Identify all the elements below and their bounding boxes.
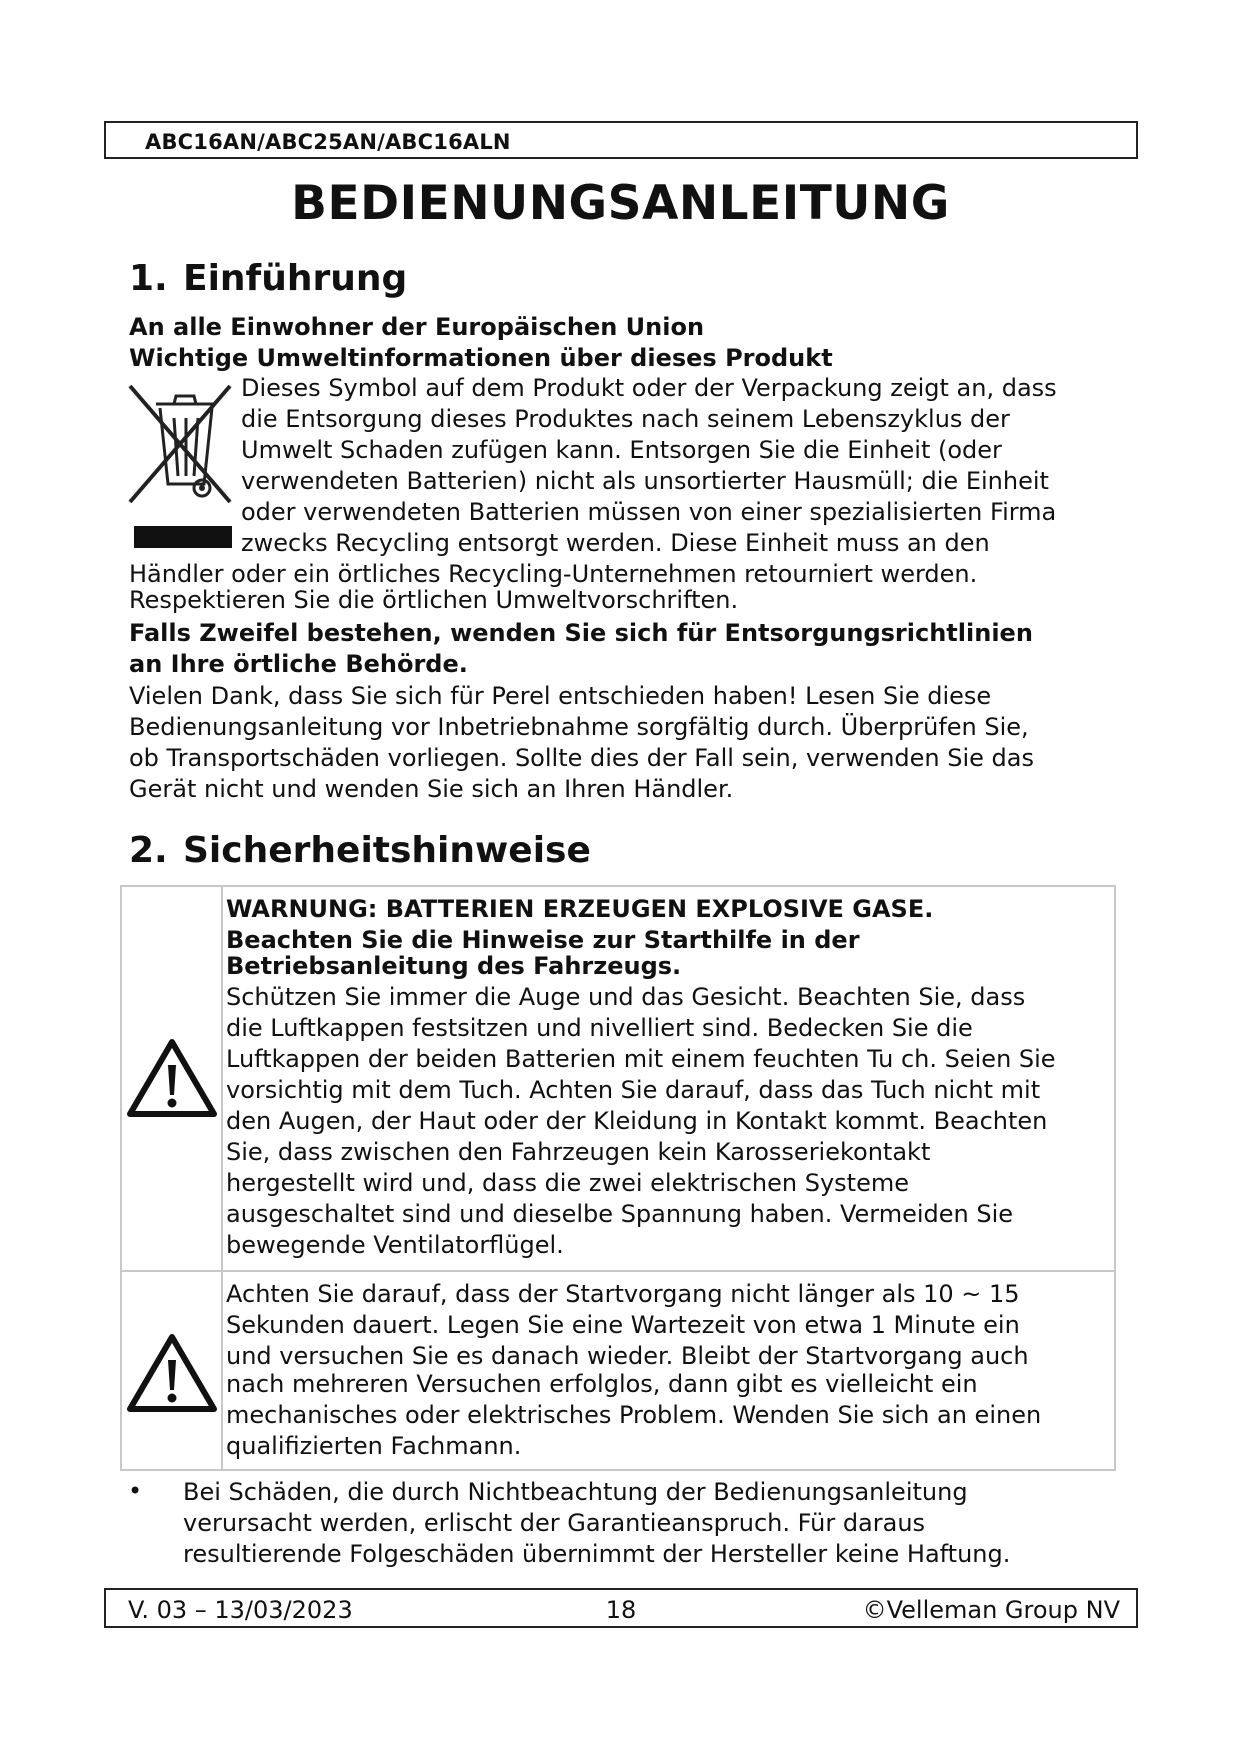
weee-line: Dieses Symbol auf dem Produkt oder der Verpackung zeigt an, dass xyxy=(241,374,1057,402)
warning-1-line: ausgeschaltet sind und dieselbe Spannung haben. Vermeiden Sie xyxy=(226,1200,1014,1228)
bullet-line: verursacht werden, erlischt der Garantieanspruch. Für daraus xyxy=(183,1509,926,1537)
section-2-title: Sicherheitshinweise xyxy=(183,830,591,871)
weee-cont-line: Respektieren Sie die örtlichen Umweltvorschriften. xyxy=(129,586,739,614)
bullet-line: resultierende Folgeschäden übernimmt der Hersteller keine Haftung. xyxy=(183,1540,1011,1568)
warning-2-text xyxy=(226,1279,1106,1462)
table-divider xyxy=(221,887,223,1469)
copyright: ©Velleman Group NV xyxy=(862,1596,1120,1624)
warning-2-line: mechanisches oder elektrisches Problem. Wenden Sie sich an einen xyxy=(226,1401,1042,1429)
warning-1-line: hergestellt wird und, dass die zwei elektrischen Systeme xyxy=(226,1169,909,1197)
weee-paragraph xyxy=(241,373,1141,559)
warning-triangle-icon xyxy=(126,1037,218,1119)
weee-crossed-bin-icon xyxy=(126,382,242,552)
safety-warnings-table xyxy=(120,885,1116,1471)
thanks-line: Bedienungsanleitung vor Inbetriebnahme sorgfältig durch. Überprüfen Sie, xyxy=(129,713,1029,741)
weee-line: die Entsorgung dieses Produktes nach seinem Lebenszyklus der xyxy=(241,405,1010,433)
weee-line: oder verwendeten Batterien müssen von einer spezialisierten Firma xyxy=(241,498,1057,526)
warning-2-line: Achten Sie darauf, dass der Startvorgang nicht länger als 10 ~ 15 xyxy=(226,1280,1020,1308)
warning-1-line: bewegende Ventilatorflügel. xyxy=(226,1231,564,1259)
model-numbers: ABC16AN/ABC25AN/ABC16ALN xyxy=(145,130,511,154)
page-number: 18 xyxy=(605,1596,637,1624)
page-title: BEDIENUNGSANLEITUNG xyxy=(291,176,950,231)
warning-2-line: nach mehreren Versuchen erfolglos, dann gibt es vielleicht ein xyxy=(226,1370,978,1398)
section-1-title: Einführung xyxy=(183,258,408,299)
section-1-heading xyxy=(129,258,407,299)
warning-2-line: und versuchen Sie es danach wieder. Bleibt der Startvorgang auch xyxy=(226,1342,1029,1370)
thanks-line: Gerät nicht und wenden Sie sich an Ihren Händler. xyxy=(129,775,734,803)
section-2-heading xyxy=(129,830,591,871)
weee-line: Umwelt Schaden zufügen kann. Entsorgen Sie die Einheit (oder xyxy=(241,436,1002,464)
doubt-line: an Ihre örtliche Behörde. xyxy=(129,650,468,678)
section-2-number: 2. xyxy=(129,830,168,871)
table-divider xyxy=(122,1270,1114,1272)
footer-box xyxy=(104,1588,1138,1628)
thanks-paragraph xyxy=(129,681,1034,805)
warning-1-line: Luftkappen der beiden Batterien mit einem feuchten Tu ch. Seien Sie xyxy=(226,1045,1056,1073)
warning-2-line: Sekunden dauert. Legen Sie eine Wartezeit von etwa 1 Minute ein xyxy=(226,1311,1020,1339)
liability-bullet xyxy=(183,1477,1113,1570)
warning-1-bold-line: WARNUNG: BATTERIEN ERZEUGEN EXPLOSIVE GASE. xyxy=(226,895,934,923)
warning-1-bold-line: Betriebsanleitung des Fahrzeugs. xyxy=(226,952,682,980)
warning-1-line: Schützen Sie immer die Auge und das Gesicht. Beachten Sie, dass xyxy=(226,983,1026,1011)
warning-1-bold-line: Beachten Sie die Hinweise zur Starthilfe in der xyxy=(226,926,860,954)
doubt-line: Falls Zweifel bestehen, wenden Sie sich für Entsorgungsrichtlinien xyxy=(129,619,1033,647)
bullet-line: Bei Schäden, die durch Nichtbeachtung der Bedienungsanleitung xyxy=(183,1478,968,1506)
warning-1-text xyxy=(226,894,1106,1261)
warning-1-line: den Augen, der Haut oder der Kleidung in Kontakt kommt. Beachten xyxy=(226,1107,1048,1135)
warning-2-line: qualifizierten Fachmann. xyxy=(226,1432,522,1460)
header-box xyxy=(104,121,1138,159)
warning-1-line: Sie, dass zwischen den Fahrzeugen kein Karosseriekontakt xyxy=(226,1138,931,1166)
weee-line: verwendeten Batterien) nicht als unsortierter Hausmüll; die Einheit xyxy=(241,467,1049,495)
thanks-line: ob Transportschäden vorliegen. Sollte dies der Fall sein, verwenden Sie das xyxy=(129,744,1035,772)
doubt-notice xyxy=(129,618,1033,680)
eu-residents-heading: An alle Einwohner der Europäischen Union xyxy=(129,313,705,341)
warning-1-line: vorsichtig mit dem Tuch. Achten Sie darauf, dass das Tuch nicht mit xyxy=(226,1076,1041,1104)
weee-cont-line: Händler oder ein örtliches Recycling-Unternehmen retourniert werden. xyxy=(129,560,978,588)
warning-1-line: die Luftkappen festsitzen und nivelliert sind. Bedecken Sie die xyxy=(226,1014,973,1042)
environment-info-heading: Wichtige Umweltinformationen über dieses Produkt xyxy=(129,344,833,372)
bullet-marker: • xyxy=(128,1477,143,1505)
section-1-number: 1. xyxy=(129,258,168,299)
version-date: V. 03 – 13/03/2023 xyxy=(128,1596,353,1624)
weee-continuation xyxy=(129,559,977,616)
weee-line: zwecks Recycling entsorgt werden. Diese Einheit muss an den xyxy=(241,529,990,557)
thanks-line: Vielen Dank, dass Sie sich für Perel entschieden haben! Lesen Sie diese xyxy=(129,682,992,710)
warning-triangle-icon xyxy=(126,1332,218,1414)
